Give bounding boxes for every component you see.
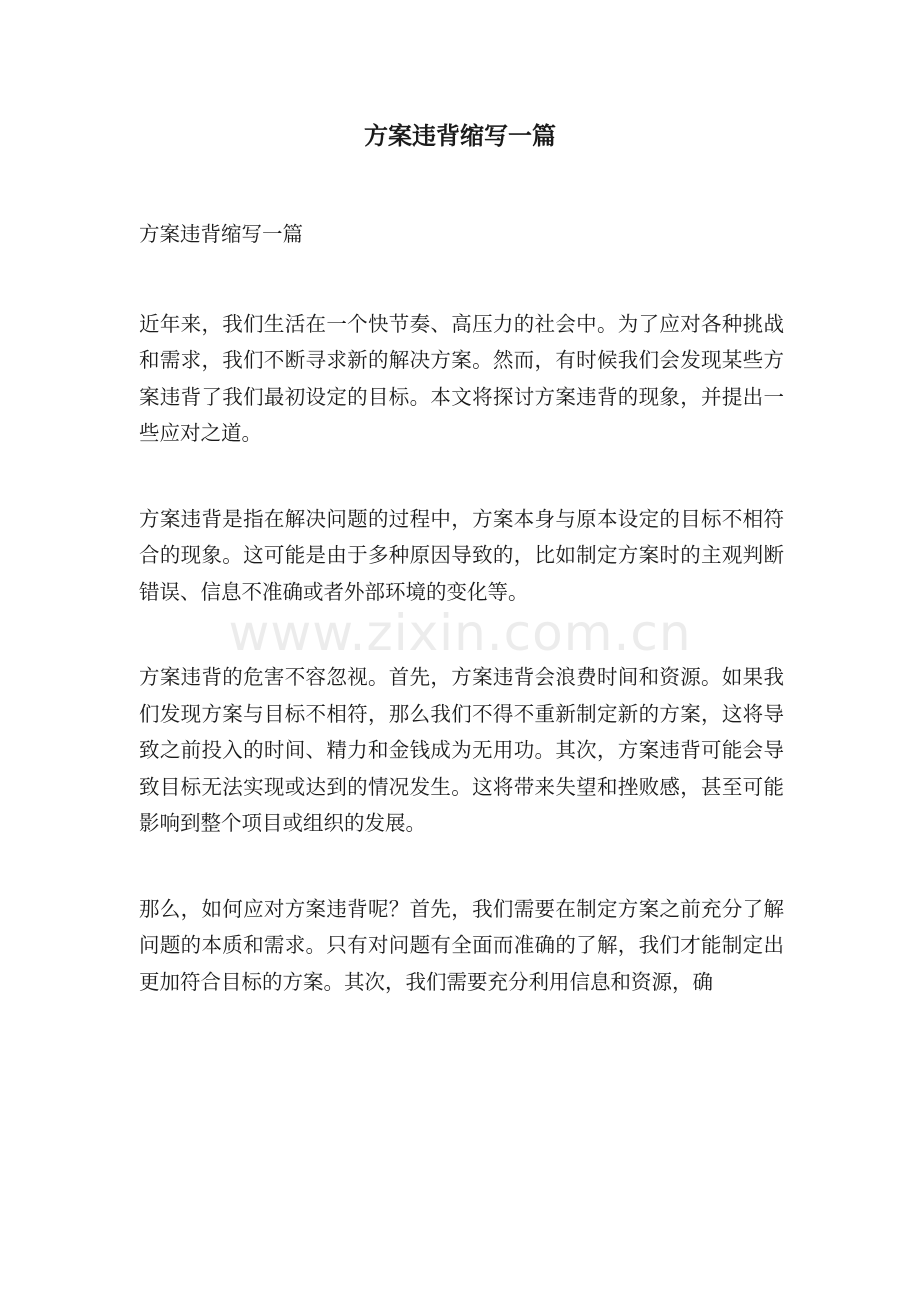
document-body [139,216,784,1049]
document-title: 方案违背缩写一篇 [364,121,556,150]
paragraph-definition: 方案违背是指在解决问题的过程中，方案本身与原本设定的目标不相符合的现象。这可能是由于多种原因导致的，比如制定方案时的主观判断错误、信息不准确或者外部环境的变化等。 [139,506,784,604]
document-subtitle: 方案违背缩写一篇 [139,222,303,246]
paragraph-intro: 近年来，我们生活在一个快节奏、高压力的社会中。为了应对各种挑战和需求，我们不断寻求新的解决方案。然而，有时候我们会发现某些方案违背了我们最初设定的目标。本文将探讨方案违背的现象，并提出一些应对之道。 [139,311,784,445]
watermark-text: www.zixin.com.cn [228,604,692,662]
paragraph-countermeasures: 那么，如何应对方案违背呢？首先，我们需要在制定方案之前充分了解问题的本质和需求。只有对问题有全面而准确的了解，我们才能制定出更加符合目标的方案。其次，我们需要充分利用信息和资源，确 [139,896,784,994]
paragraph-harms: 方案违背的危害不容忽视。首先，方案违背会浪费时间和资源。如果我们发现方案与目标不相符，那么我们不得不重新制定新的方案，这将导致之前投入的时间、精力和金钱成为无用功。其次，方案违背可能会导致目标无法实现或达到的情况发生。这将带来失望和挫败感，甚至可能影响到整个项目或组织的发展。 [139,665,784,835]
